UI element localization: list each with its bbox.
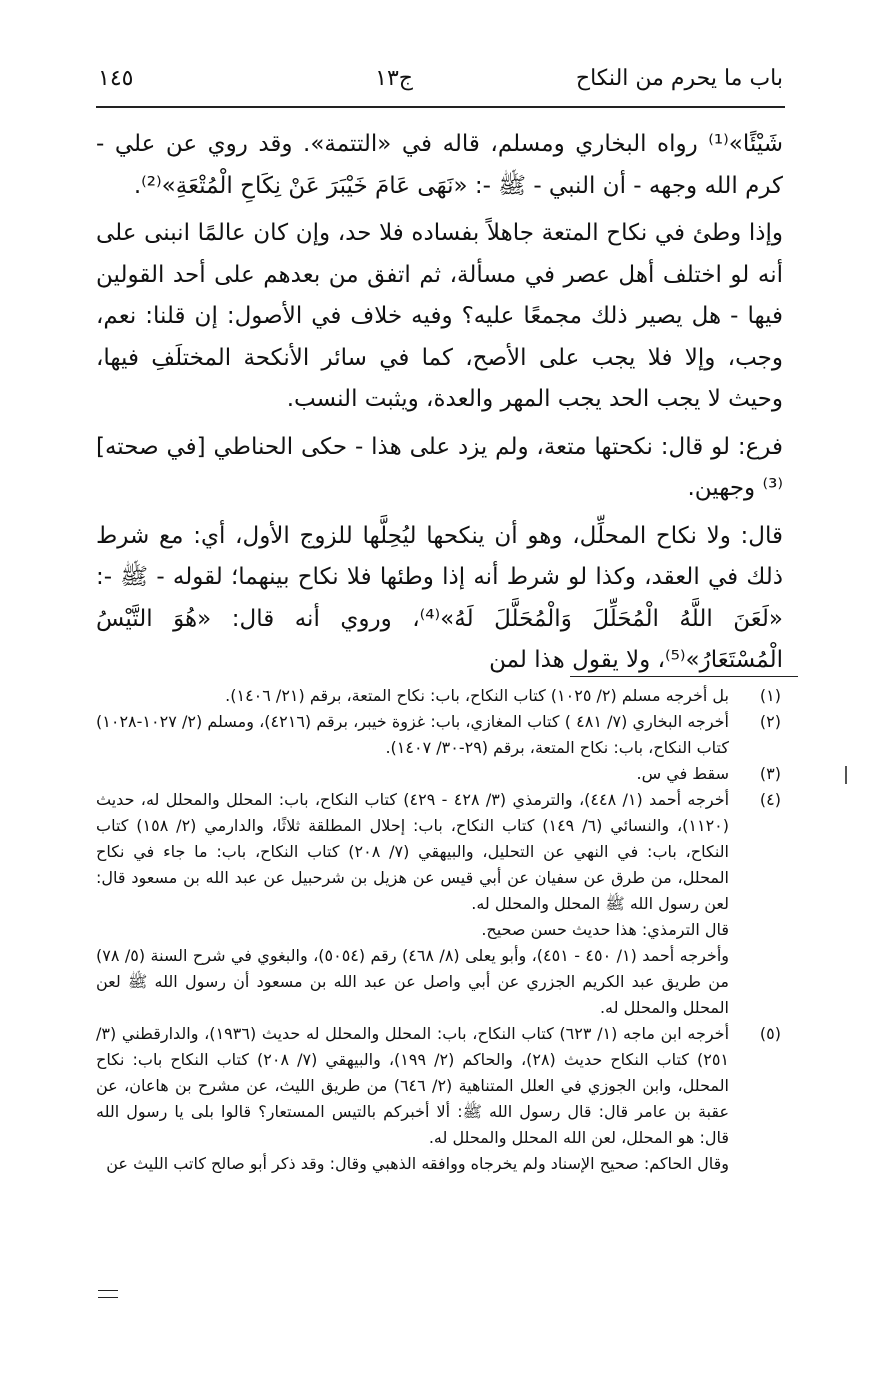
- footnotes: [96, 683, 781, 1177]
- footnote-text: أخرجه أحمد (١/ ٤٤٨)، والترمذي (٣/ ٤٢٨ - ٤٢٩) كتاب النكاح، باب: المحلل والمحلل له، حديث (١١٢٠)، والنسائي (٦/ ١٤٩) كتاب النكاح، باب: إحلال المطلقة ثلاثًا، والدارمي (٢/ ١٥٨) كتاب النكاح، باب: في النهي عن التحليل، والبيهقي (٧/ ٢٠٨) كتاب النكاح، باب: ما جاء في نكاح المحلل، من طرق عن سفيان عن أبي قيس عن هزيل بن شرحبيل عن عبد الله بن مسعود قال: لعن رسول الله ﷺ المحلل والمحلل له.: [96, 790, 730, 913]
- page-number: ١٤٥: [98, 66, 134, 91]
- footnote-text: وأخرجه أحمد (١/ ٤٥٠ - ٤٥١)، وأبو يعلى (٨/ ٤٦٨) رقم (٥٠٥٤)، والبغوي في شرح السنة (٥/ ٧٨) من طريق عبد الكريم الجزري عن أبي واصل عن عبد الله بن مسعود أن رسول الله ﷺ لعن المحلل والمحلل له.: [96, 946, 729, 1017]
- footnote-text: أخرجه ابن ماجه (١/ ٦٢٣) كتاب النكاح، باب: المحلل والمحلل له حديث (١٩٣٦)، والدارقطني (٣/ ٢٥١) كتاب النكاح حديث (٢٨)، والحاكم (٢/ ١٩٩)، والبيهقي (٧/ ٢٠٨) كتاب النكاح باب: نكاح المحلل، وابن الجوزي في العلل المتناهية (٢/ ٦٤٦) من طريق الليث، عن مشرح بن هاعان، عن عقبة بن عامر قال: قال رسول الله ﷺ: ألا أخبركم بالتيس المستعار؟ قالوا بلى يا رسول الله قال: هو المحلل، لعن الله المحلل والمحلل له.: [96, 1024, 730, 1147]
- footnote-text: وقال الحاكم: صحيح الإسناد ولم يخرجاه ووافقه الذهبي وقال: وقد ذكر أبو صالح كاتب الليث عن: [106, 1154, 729, 1173]
- footnote-text: سقط في س.: [636, 764, 729, 783]
- margin-mark: [845, 766, 847, 784]
- footnote-number: (٣): [759, 764, 781, 783]
- main-paragraph: وإذا وطئ في نكاح المتعة جاهلاً بفساده فلا حد، وإن كان عالمًا انبنى على أنه لو اختلف أهل عصر في مسألة، ثم اتفق من بعدهم على أحد القولين فيها - هل يصير ذلك مجمعًا عليه؟ وفيه خلاف في الأصول: إن قلنا: نعم، وجب، وإلا فلا يجب على الأصح، كما في سائر الأنكحة المختلَفِ فيها، وحيث لا يجب الحد يجب المهر والعدة، ويثبت النسب.: [96, 220, 783, 412]
- continuation-mark: [98, 1290, 118, 1298]
- footnote: [96, 1021, 781, 1177]
- footnote: [96, 787, 781, 1021]
- header-rule: [96, 106, 785, 108]
- footnote-number: (٥): [759, 1024, 781, 1043]
- footnote: [96, 761, 781, 787]
- footnote-text: قال الترمذي: هذا حديث حسن صحيح.: [481, 920, 729, 939]
- footnote-text: بل أخرجه مسلم (٢/ ١٠٢٥) كتاب النكاح، باب: نكاح المتعة، برقم (٢١/ ١٤٠٦).: [225, 686, 729, 705]
- footnote-number: (٢): [759, 712, 781, 731]
- volume-label: ج١٣: [375, 66, 413, 91]
- footnote: [96, 683, 781, 709]
- main-paragraph: شَيْئًا»⁽¹⁾ رواه البخاري ومسلم، قاله في «التتمة». وقد روي عن علي - كرم الله وجهه - أن النبي - ﷺ -: «نَهَى عَامَ خَيْبَرَ عَنْ نِكَاحِ الْمُتْعَةِ»⁽²⁾.: [96, 131, 783, 199]
- main-text: [96, 124, 783, 688]
- footnote-number: (٤): [759, 790, 781, 809]
- footnote: [96, 709, 781, 761]
- main-paragraph: قال: ولا نكاح المحلِّل، وهو أن ينكحها ليُحِلَّها للزوج الأول، أي: مع شرط ذلك في العقد، وكذا لو شرط أنه إذا وطئها فلا نكاح بينهما؛ لقوله - ﷺ -: «لَعَنَ اللَّهُ الْمُحَلِّلَ وَالْمُحَلَّلَ لَهُ»⁽⁴⁾، وروي أنه قال: «هُوَ التَّيْسُ الْمُسْتَعَارُ»⁽⁵⁾، ولا يقول هذا لمن: [96, 522, 783, 673]
- footnote-separator: [570, 676, 798, 677]
- footnote-number: (١): [759, 686, 781, 705]
- footnote-text: أخرجه البخاري (٧/ ٤٨١ ) كتاب المغازي، باب: غزوة خيبر، برقم (٤٢١٦)، ومسلم (٢/ ١٠٢٧-١٠٢٨) كتاب النكاح، باب: نكاح المتعة، برقم (٢٩-٣٠/ ١٤٠٧).: [96, 712, 729, 757]
- running-header: [98, 62, 783, 102]
- chapter-title: باب ما يحرم من النكاح: [575, 66, 783, 91]
- main-paragraph: فرع: لو قال: نكحتها متعة، ولم يزد على هذا - حكى الحناطي [في صحته]⁽³⁾ وجهين.: [96, 433, 783, 501]
